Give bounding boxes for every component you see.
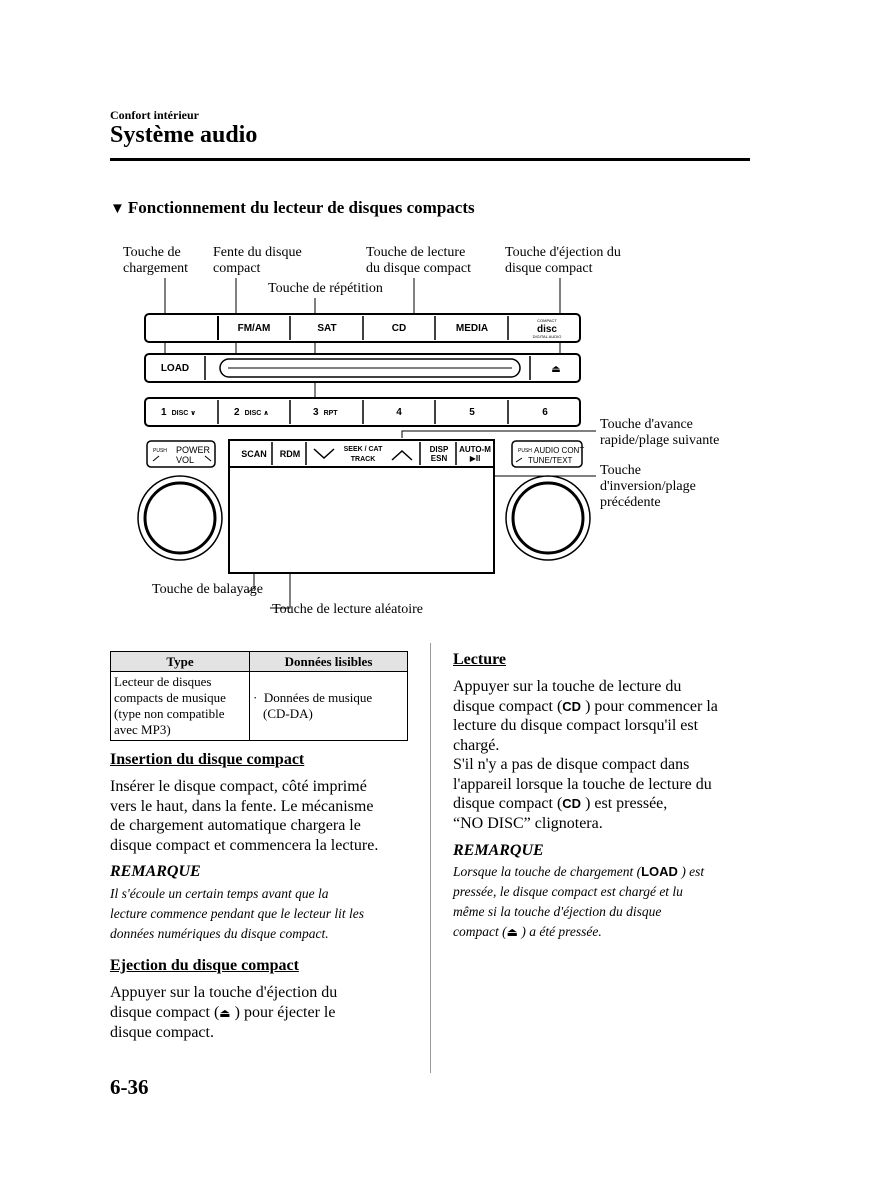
disp-esn-button: DISP: [429, 445, 449, 454]
cd-key-icon: CD: [562, 698, 582, 714]
source-buttons-row: [145, 314, 580, 342]
remarque-2-heading: REMARQUE: [453, 842, 544, 859]
svg-text:PUSH: PUSH: [153, 448, 167, 454]
audio-control-button: [512, 441, 584, 467]
callout-repeat: Touche de répétition: [268, 281, 383, 296]
power-volume-button: [147, 441, 215, 467]
svg-text:AUDIO CONT: AUDIO CONT: [534, 446, 585, 455]
triangle-marker-icon: ▼: [110, 201, 125, 217]
disc-slot-row: [145, 354, 580, 382]
automemory-button: AUTO-M: [459, 445, 491, 454]
load-button: LOAD: [160, 363, 190, 374]
callout-load: Touche de chargement: [123, 245, 189, 276]
disc-types-table: [110, 651, 408, 741]
svg-text:disc: disc: [536, 324, 558, 335]
svg-text:TRACK: TRACK: [350, 456, 376, 463]
media-button: MEDIA: [455, 323, 489, 334]
section-title: Fonctionnement du lecteur de disques compacts: [127, 198, 475, 217]
eject-icon: ⏏: [551, 364, 561, 375]
page-title: Système audio: [110, 122, 258, 148]
insertion-text: Insérer le disque compact, côté imprimé vers le haut, dans la fente. Le mécanisme de chargement automatique chargera le disque compact et commencera la lecture.: [110, 778, 379, 854]
callout-reverse: Touche d'inversion/plage précédente: [600, 463, 696, 510]
tune-knob: [506, 476, 590, 560]
callout-ff: Touche d'avance rapide/plage suivante: [600, 417, 720, 448]
svg-text:VOL: VOL: [176, 455, 195, 465]
svg-text:PUSH: PUSH: [518, 448, 532, 454]
svg-text:COMPACT: COMPACT: [537, 318, 557, 323]
preset-1-button: 1 DISC ∨: [161, 407, 196, 418]
preset-4-button: 4: [396, 407, 402, 418]
table-row: Lecteur de disques compacts de musique (type non compatible avec MP3) · Données de musique (CD-DA): [111, 672, 408, 741]
callout-cd: Touche de lecture du disque compact: [366, 245, 471, 276]
callout-eject: Touche d'éjection du disque compact: [505, 245, 621, 276]
table-header-type: Type: [111, 652, 250, 672]
callout-scan: Touche de balayage: [152, 582, 263, 597]
callout-slot: Fente du disque compact: [213, 245, 302, 276]
lecture-heading: Lecture: [453, 651, 507, 668]
lecture-text: Appuyer sur la touche de lecture du disque compact (CD ) pour commencer la lecture du disque compact lorsqu'il est chargé. S'il n'y a pas de disque compact dans l'appareil lorsque la touche de lecture du disque compact (CD ) est pressée, “NO DISC” clignotera.: [453, 678, 718, 832]
preset-5-button: 5: [469, 407, 475, 418]
cd-button: CD: [391, 323, 407, 334]
ejection-text: Appuyer sur la touche d'éjection du disque compact (⏏ ) pour éjecter le disque compact.: [110, 984, 338, 1041]
remarque-1-heading: REMARQUE: [110, 863, 201, 880]
fmam-button: FM/AM: [237, 323, 271, 334]
remarque-2-text: Lorsque la touche de chargement (LOAD ) est pressée, le disque compact est chargé et lu même si la touche d'éjection du disque compact (⏏ ) a été pressée.: [453, 864, 705, 939]
insertion-heading: Insertion du disque compact: [110, 751, 305, 768]
seek-track-button: SEEK / CAT: [343, 446, 383, 453]
preset-3-button: 3 RPT: [313, 407, 338, 418]
column-divider: [430, 643, 431, 1073]
eject-icon: ⏏: [506, 925, 518, 939]
svg-text:POWER: POWER: [176, 445, 211, 455]
page-number: 6-36: [110, 1075, 149, 1099]
load-key-icon: LOAD: [641, 864, 678, 879]
bullet: ·: [253, 690, 258, 705]
ejection-heading: Ejection du disque compact: [110, 957, 299, 974]
preset-buttons-row: [145, 398, 580, 426]
volume-knob: [138, 476, 222, 560]
svg-text:▶II: ▶II: [469, 454, 481, 463]
callout-random: Touche de lecture aléatoire: [272, 602, 423, 617]
preset-6-button: 6: [542, 407, 548, 418]
running-head: Confort intérieur: [110, 108, 199, 122]
svg-text:TUNE/TEXT: TUNE/TEXT: [528, 456, 573, 465]
cd-key-icon: CD: [562, 796, 582, 811]
rdm-button: RDM: [279, 449, 301, 459]
display-window: [229, 463, 494, 573]
remarque-1-text: Il s'écoule un certain temps avant que la lecture commence pendant que le lecteur lit les données numériques du disque compact.: [110, 886, 365, 941]
eject-icon: ⏏: [219, 1005, 231, 1020]
svg-text:ESN: ESN: [430, 454, 448, 463]
preset-2-button: 2 DISC ∧: [234, 407, 269, 418]
scan-button: SCAN: [241, 449, 267, 459]
table-header-data: Données lisibles: [250, 652, 408, 672]
sat-button: SAT: [317, 323, 337, 334]
svg-text:DIGITAL AUDIO: DIGITAL AUDIO: [532, 334, 562, 339]
